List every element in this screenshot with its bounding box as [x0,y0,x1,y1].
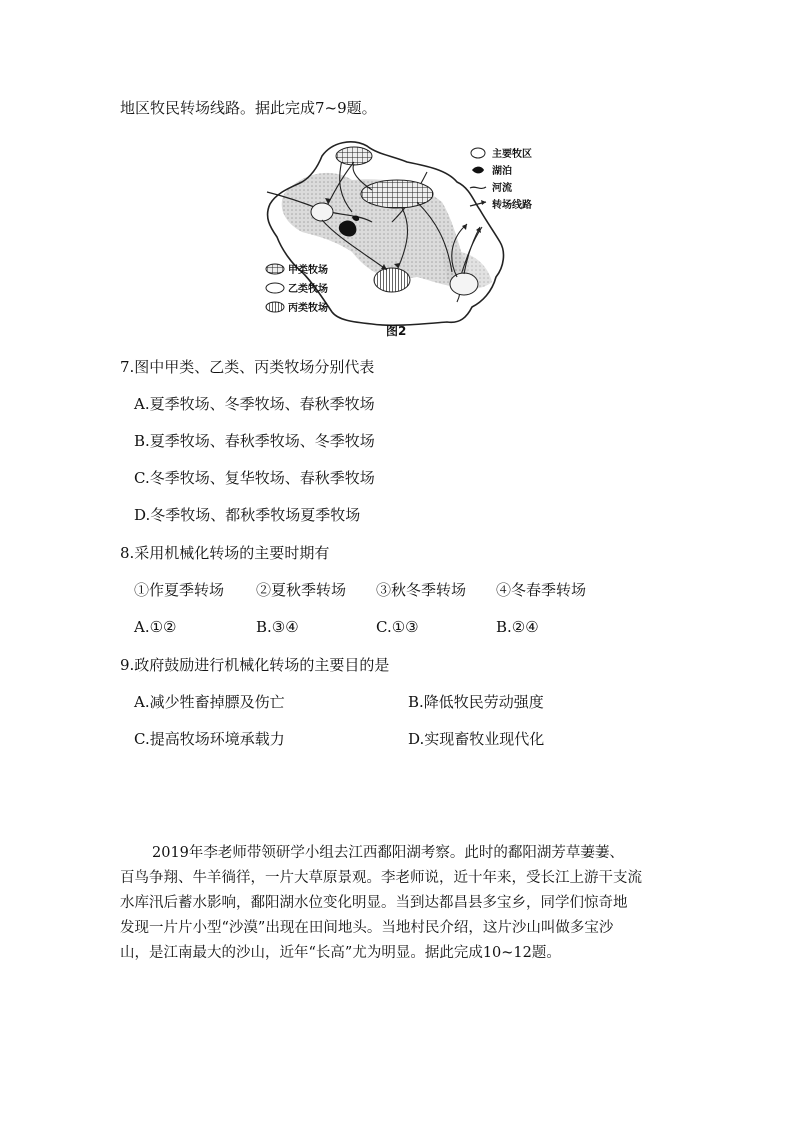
type-a-pasture-center [361,180,433,208]
legend-left [266,263,328,314]
passage-line-1: 2019年李老师带领研学小组去江西鄱阳湖考察。此时的鄱阳湖芳草萋萋、 [152,845,624,861]
q9-option-d: D.实现畜牧业现代化 [408,730,545,748]
legend-type-c: 丙类牧场 [288,303,328,314]
type-b-pasture-west [311,203,333,221]
legend-route: 转场线路 [492,200,532,211]
q8-item-3: ③秋冬季转场 [376,581,467,599]
q8-stem: 8.采用机械化转场的主要时期有 [120,544,330,562]
type-c-pasture [374,268,410,292]
pasture-map-figure [242,132,550,342]
q7-stem: 7.图中甲类、乙类、丙类牧场分别代表 [120,358,375,376]
passage-line-5: 山，是江南最大的沙山，近年“长高”尤为明显。据此完成10~12题。 [120,945,561,961]
q7-option-d: D.冬季牧场、都秋季牧场夏季牧场 [134,506,361,524]
q9-stem: 9.政府鼓励进行机械化转场的主要目的是 [120,656,390,674]
legend-main-pastoral: 主要牧区 [492,149,532,160]
passage-line-3: 水库汛后蓄水影响，鄱阳湖水位变化明显。当到达都昌县多宝乡，同学们惊奇地 [120,895,628,911]
legend-right [470,147,532,211]
legend-type-b: 乙类牧场 [288,284,328,295]
pasture-map [242,132,550,342]
q8-option-c: C.①③ [376,618,419,636]
q8-item-1: ①作夏季转场 [134,581,225,599]
q8-option-a: A.①② [134,618,177,636]
legend-river: 河流 [492,183,512,194]
passage-line-4: 发现一片片小型“沙漠”出现在田间地头。当地村民介绍，这片沙山叫做多宝沙 [120,920,614,936]
q7-option-b: B.夏季牧场、春秋季牧场、冬季牧场 [134,432,375,450]
passage-line-2: 百鸟争翔、牛羊徜徉，一片大草原景观。李老师说，近十年来，受长江上游干支流 [120,870,642,886]
q7-option-c: C.冬季牧场、复华牧场、春秋季牧场 [134,469,375,487]
q8-option-d: B.②④ [496,618,539,636]
q9-option-b: B.降低牧民劳动强度 [408,693,544,711]
q8-item-4: ④冬春季转场 [496,581,587,599]
q9-option-c: C.提高牧场环境承载力 [134,730,285,748]
q7-option-a: A.夏季牧场、冬季牧场、春秋季牧场 [134,395,375,413]
q8-item-2: ②夏秋季转场 [256,581,347,599]
figure-caption: 图2 [386,324,407,338]
legend-lake: 湖泊 [492,166,512,177]
type-b-pasture-east [450,273,478,295]
legend-type-a: 甲类牧场 [288,265,328,276]
q8-option-b: B.③④ [256,618,299,636]
q9-option-a: A.减少牲畜掉膘及伤亡 [134,693,285,711]
intro-line: 地区牧民转场线路。据此完成7~9题。 [120,99,377,117]
